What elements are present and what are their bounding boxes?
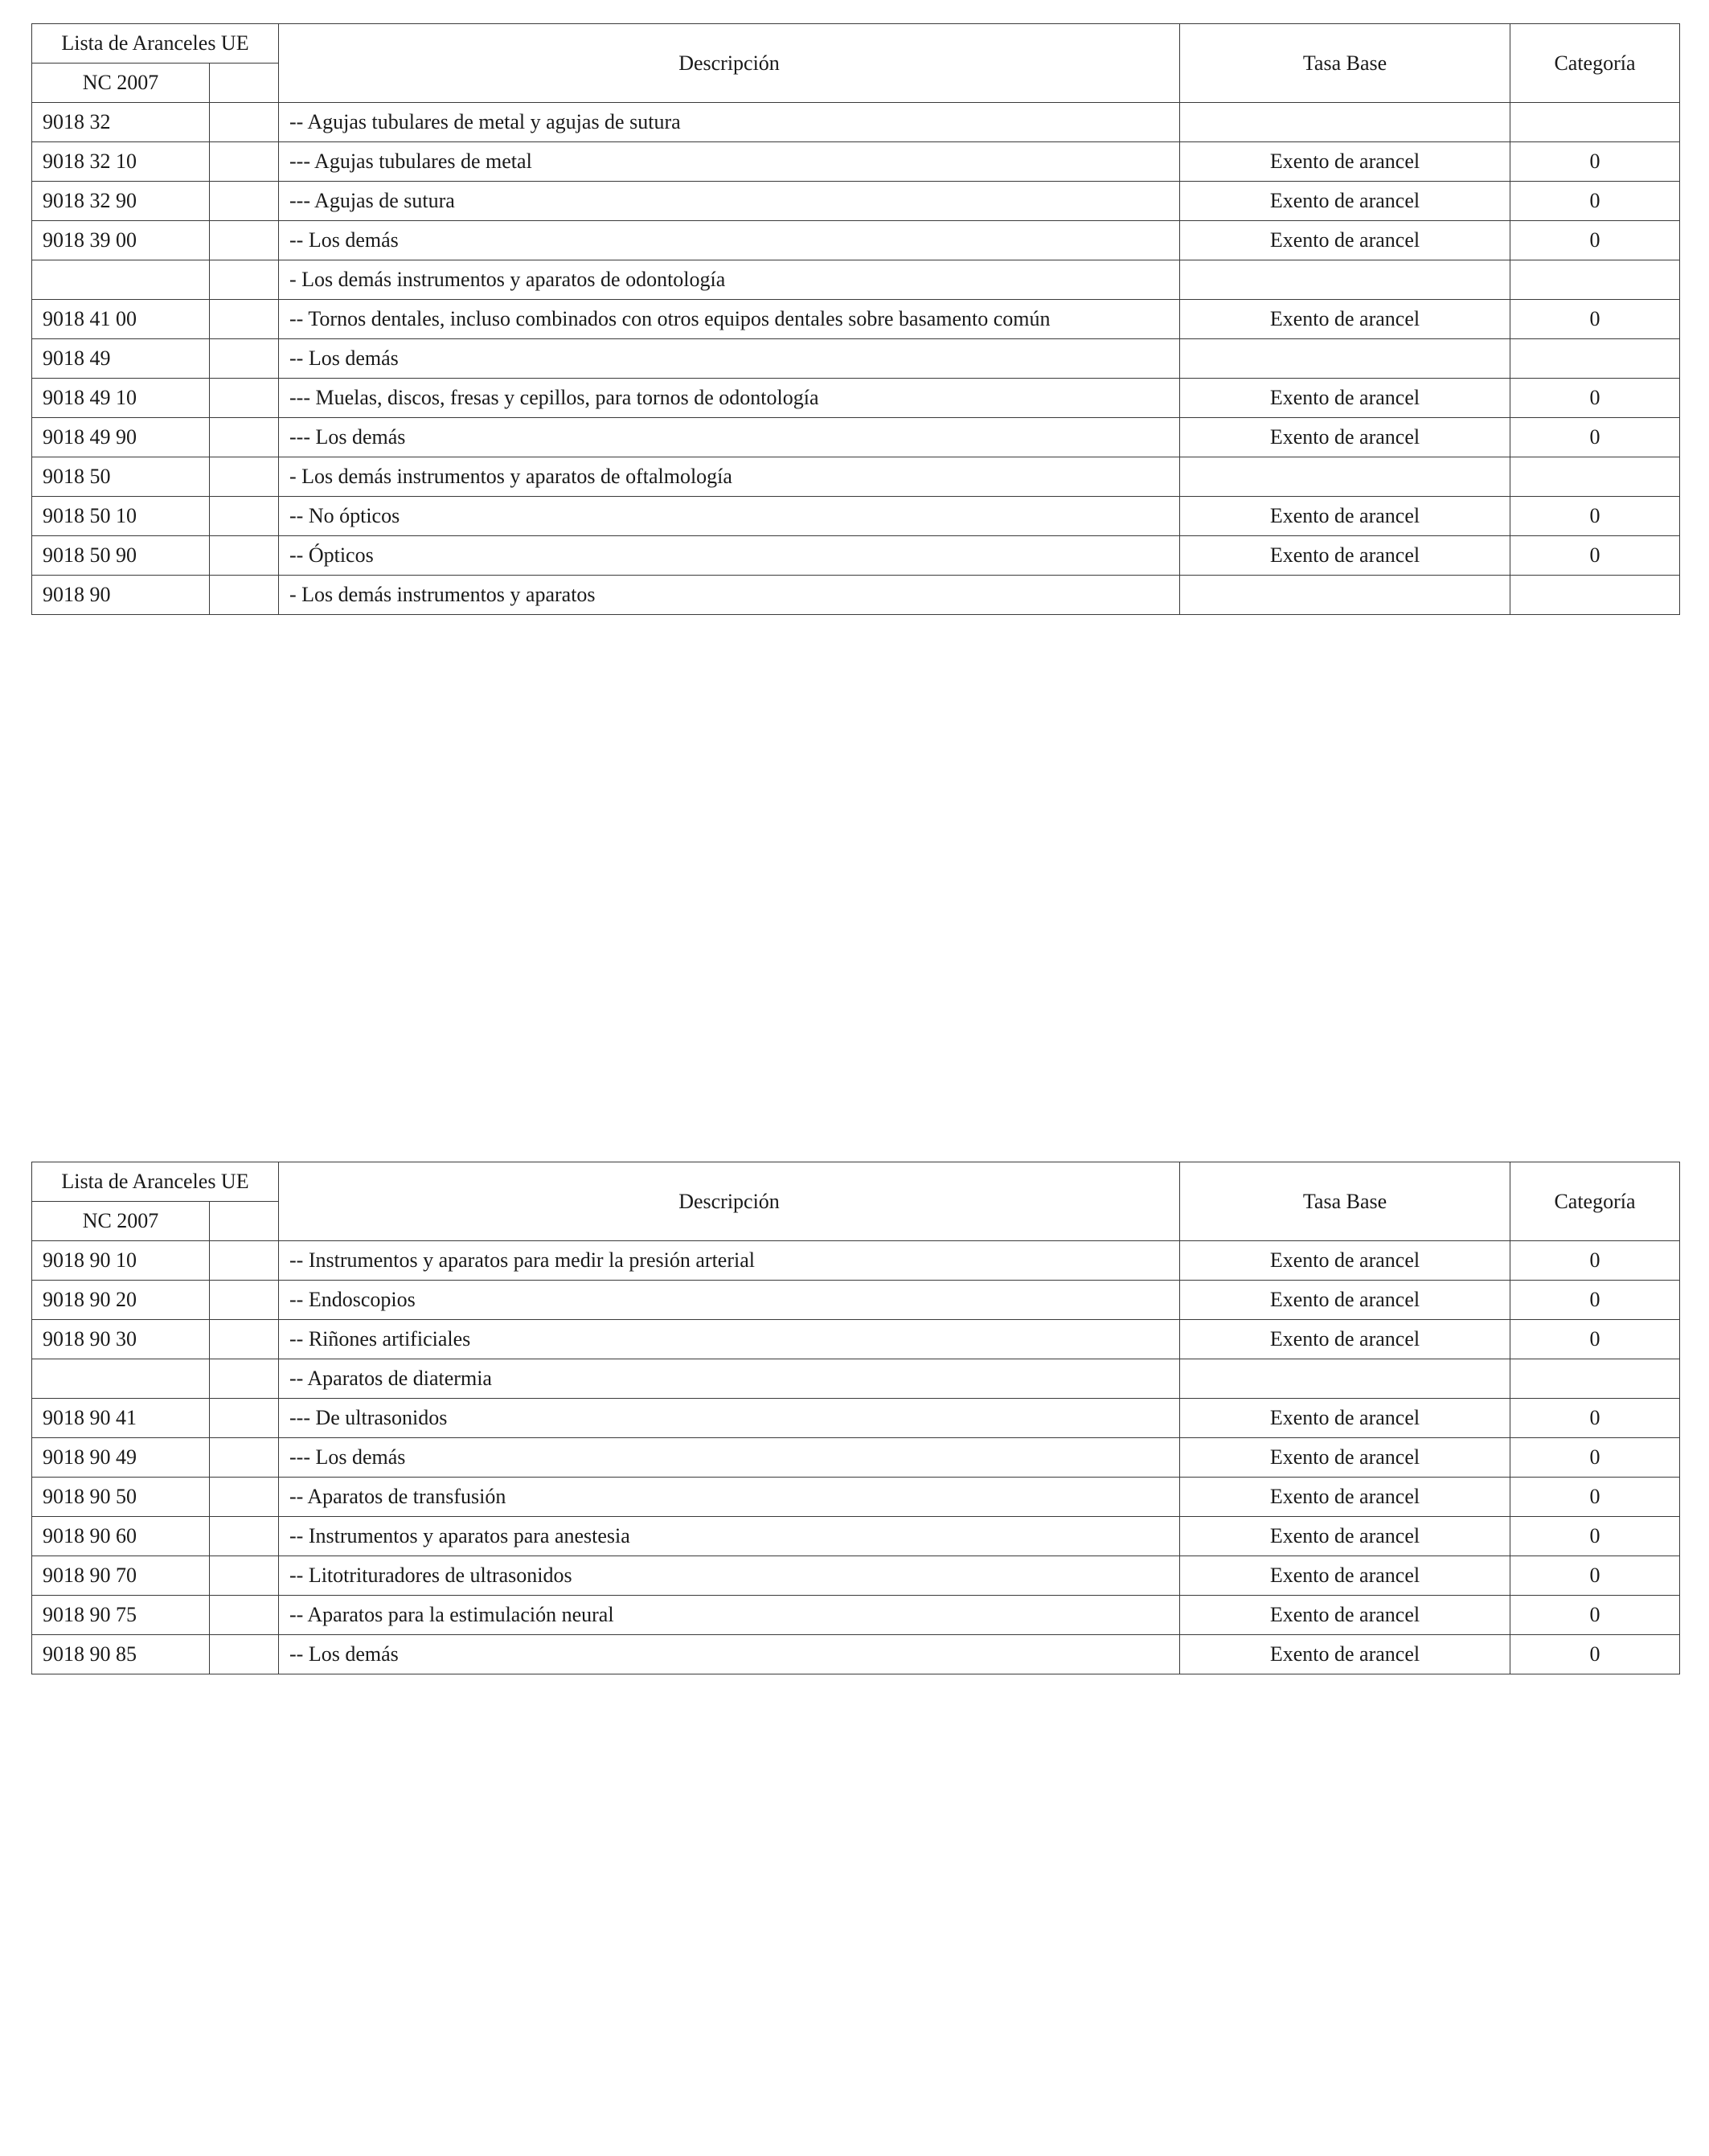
table-row [32, 182, 1680, 221]
subcode-cell [210, 1320, 279, 1359]
list-header: Lista de Aranceles UE [32, 24, 279, 64]
table-body [32, 1241, 1680, 1674]
category-cell: 0 [1510, 536, 1680, 576]
description-cell: -- Instrumentos y aparatos para medir la presión arterial [279, 1241, 1180, 1281]
base-rate-header: Tasa Base [1180, 1162, 1510, 1241]
table-row [32, 418, 1680, 457]
category-cell: 0 [1510, 497, 1680, 536]
subcode-cell [210, 1556, 279, 1596]
subcode-cell [210, 576, 279, 615]
subcode-cell [210, 339, 279, 379]
code-cell: 9018 41 00 [32, 300, 210, 339]
description-cell: --- Los demás [279, 418, 1180, 457]
description-cell: -- Los demás [279, 1635, 1180, 1674]
subcode-cell [210, 497, 279, 536]
table-row [32, 1596, 1680, 1635]
table-header [32, 24, 1680, 103]
table-row [32, 1320, 1680, 1359]
code-cell: 9018 32 90 [32, 182, 210, 221]
rate-cell: Exento de arancel [1180, 1635, 1510, 1674]
subcode-cell [210, 1596, 279, 1635]
rate-cell: Exento de arancel [1180, 142, 1510, 182]
code-cell: 9018 90 49 [32, 1438, 210, 1478]
table-row [32, 221, 1680, 260]
list-header: Lista de Aranceles UE [32, 1162, 279, 1202]
category-cell [1510, 576, 1680, 615]
code-cell: 9018 90 10 [32, 1241, 210, 1281]
rate-cell: Exento de arancel [1180, 1281, 1510, 1320]
table-row [32, 1281, 1680, 1320]
rate-cell: Exento de arancel [1180, 1399, 1510, 1438]
rate-cell: Exento de arancel [1180, 182, 1510, 221]
category-cell [1510, 339, 1680, 379]
description-cell: -- Instrumentos y aparatos para anestesia [279, 1517, 1180, 1556]
category-cell: 0 [1510, 221, 1680, 260]
rate-cell [1180, 260, 1510, 300]
description-header: Descripción [279, 24, 1180, 103]
subcode-cell [210, 182, 279, 221]
category-cell: 0 [1510, 1320, 1680, 1359]
description-cell: --- Agujas tubulares de metal [279, 142, 1180, 182]
description-header: Descripción [279, 1162, 1180, 1241]
table-header [32, 1162, 1680, 1241]
rate-cell: Exento de arancel [1180, 379, 1510, 418]
description-cell: -- Aparatos de transfusión [279, 1478, 1180, 1517]
code-cell: 9018 32 [32, 103, 210, 142]
subcode-cell [210, 1517, 279, 1556]
description-cell: -- Los demás [279, 339, 1180, 379]
code-cell: 9018 50 [32, 457, 210, 497]
rate-cell: Exento de arancel [1180, 1517, 1510, 1556]
subcode-cell [210, 1359, 279, 1399]
category-cell: 0 [1510, 1399, 1680, 1438]
description-cell: -- No ópticos [279, 497, 1180, 536]
code-cell [32, 260, 210, 300]
category-cell: 0 [1510, 1478, 1680, 1517]
description-cell: - Los demás instrumentos y aparatos [279, 576, 1180, 615]
subcode-cell [210, 1281, 279, 1320]
category-cell: 0 [1510, 1438, 1680, 1478]
subcode-cell [210, 1241, 279, 1281]
rate-cell: Exento de arancel [1180, 1241, 1510, 1281]
tariff-table-1 [31, 23, 1680, 615]
table-row [32, 300, 1680, 339]
nc-header: NC 2007 [32, 1202, 210, 1241]
description-cell: -- Aparatos de diatermia [279, 1359, 1180, 1399]
table-row [32, 1399, 1680, 1438]
category-cell: 0 [1510, 142, 1680, 182]
description-cell: - Los demás instrumentos y aparatos de oftalmología [279, 457, 1180, 497]
category-cell [1510, 260, 1680, 300]
table-row [32, 1556, 1680, 1596]
tariff-table-2 [31, 1162, 1680, 1674]
code-cell: 9018 39 00 [32, 221, 210, 260]
subcode-cell [210, 260, 279, 300]
description-cell: -- Agujas tubulares de metal y agujas de sutura [279, 103, 1180, 142]
code-cell: 9018 90 30 [32, 1320, 210, 1359]
nc-header: NC 2007 [32, 64, 210, 103]
code-cell: 9018 90 85 [32, 1635, 210, 1674]
description-cell: -- Litotrituradores de ultrasonidos [279, 1556, 1180, 1596]
description-cell: -- Tornos dentales, incluso combinados con otros equipos dentales sobre basamento común [279, 300, 1180, 339]
table-row [32, 260, 1680, 300]
code-cell: 9018 90 [32, 576, 210, 615]
category-cell: 0 [1510, 1281, 1680, 1320]
code-cell: 9018 90 41 [32, 1399, 210, 1438]
rate-cell: Exento de arancel [1180, 1596, 1510, 1635]
code-cell: 9018 50 90 [32, 536, 210, 576]
category-cell [1510, 1359, 1680, 1399]
subcode-cell [210, 103, 279, 142]
rate-cell: Exento de arancel [1180, 1320, 1510, 1359]
table-row [32, 457, 1680, 497]
table-body [32, 103, 1680, 615]
subcode-cell [210, 418, 279, 457]
code-cell: 9018 90 75 [32, 1596, 210, 1635]
code-cell: 9018 49 90 [32, 418, 210, 457]
description-cell: -- Endoscopios [279, 1281, 1180, 1320]
description-cell: - Los demás instrumentos y aparatos de odontología [279, 260, 1180, 300]
description-cell: --- Los demás [279, 1438, 1180, 1478]
category-cell [1510, 457, 1680, 497]
table-row [32, 103, 1680, 142]
category-header: Categoría [1510, 1162, 1680, 1241]
code-cell [32, 1359, 210, 1399]
description-cell: --- De ultrasonidos [279, 1399, 1180, 1438]
rate-cell [1180, 576, 1510, 615]
base-rate-header: Tasa Base [1180, 24, 1510, 103]
description-cell: -- Riñones artificiales [279, 1320, 1180, 1359]
category-cell: 0 [1510, 1241, 1680, 1281]
category-cell: 0 [1510, 379, 1680, 418]
subcode-cell [210, 379, 279, 418]
rate-cell: Exento de arancel [1180, 1438, 1510, 1478]
rate-cell: Exento de arancel [1180, 1556, 1510, 1596]
category-cell: 0 [1510, 1517, 1680, 1556]
code-cell: 9018 49 [32, 339, 210, 379]
rate-cell: Exento de arancel [1180, 1478, 1510, 1517]
table-row [32, 497, 1680, 536]
nc-subheader-blank [210, 64, 279, 103]
rate-cell: Exento de arancel [1180, 497, 1510, 536]
category-header: Categoría [1510, 24, 1680, 103]
table-row [32, 576, 1680, 615]
rate-cell: Exento de arancel [1180, 221, 1510, 260]
category-cell: 0 [1510, 182, 1680, 221]
rate-cell [1180, 103, 1510, 142]
subcode-cell [210, 142, 279, 182]
table-row [32, 1478, 1680, 1517]
code-cell: 9018 90 60 [32, 1517, 210, 1556]
nc-subheader-blank [210, 1202, 279, 1241]
table-row [32, 142, 1680, 182]
category-cell: 0 [1510, 1635, 1680, 1674]
code-cell: 9018 50 10 [32, 497, 210, 536]
code-cell: 9018 32 10 [32, 142, 210, 182]
rate-cell: Exento de arancel [1180, 418, 1510, 457]
description-cell: -- Los demás [279, 221, 1180, 260]
subcode-cell [210, 1438, 279, 1478]
code-cell: 9018 90 70 [32, 1556, 210, 1596]
code-cell: 9018 90 20 [32, 1281, 210, 1320]
subcode-cell [210, 300, 279, 339]
category-cell: 0 [1510, 300, 1680, 339]
rate-cell [1180, 457, 1510, 497]
subcode-cell [210, 221, 279, 260]
rate-cell [1180, 1359, 1510, 1399]
subcode-cell [210, 1399, 279, 1438]
table-row [32, 339, 1680, 379]
subcode-cell [210, 1635, 279, 1674]
table-row [32, 379, 1680, 418]
subcode-cell [210, 1478, 279, 1517]
category-cell: 0 [1510, 1556, 1680, 1596]
table-row [32, 1517, 1680, 1556]
code-cell: 9018 49 10 [32, 379, 210, 418]
rate-cell: Exento de arancel [1180, 536, 1510, 576]
subcode-cell [210, 536, 279, 576]
category-cell [1510, 103, 1680, 142]
rate-cell: Exento de arancel [1180, 300, 1510, 339]
code-cell: 9018 90 50 [32, 1478, 210, 1517]
description-cell: -- Ópticos [279, 536, 1180, 576]
table-row [32, 536, 1680, 576]
rate-cell [1180, 339, 1510, 379]
description-cell: -- Aparatos para la estimulación neural [279, 1596, 1180, 1635]
table-row [32, 1241, 1680, 1281]
table-row [32, 1359, 1680, 1399]
table-row [32, 1635, 1680, 1674]
description-cell: --- Agujas de sutura [279, 182, 1180, 221]
subcode-cell [210, 457, 279, 497]
category-cell: 0 [1510, 418, 1680, 457]
table-row [32, 1438, 1680, 1478]
description-cell: --- Muelas, discos, fresas y cepillos, para tornos de odontología [279, 379, 1180, 418]
category-cell: 0 [1510, 1596, 1680, 1635]
